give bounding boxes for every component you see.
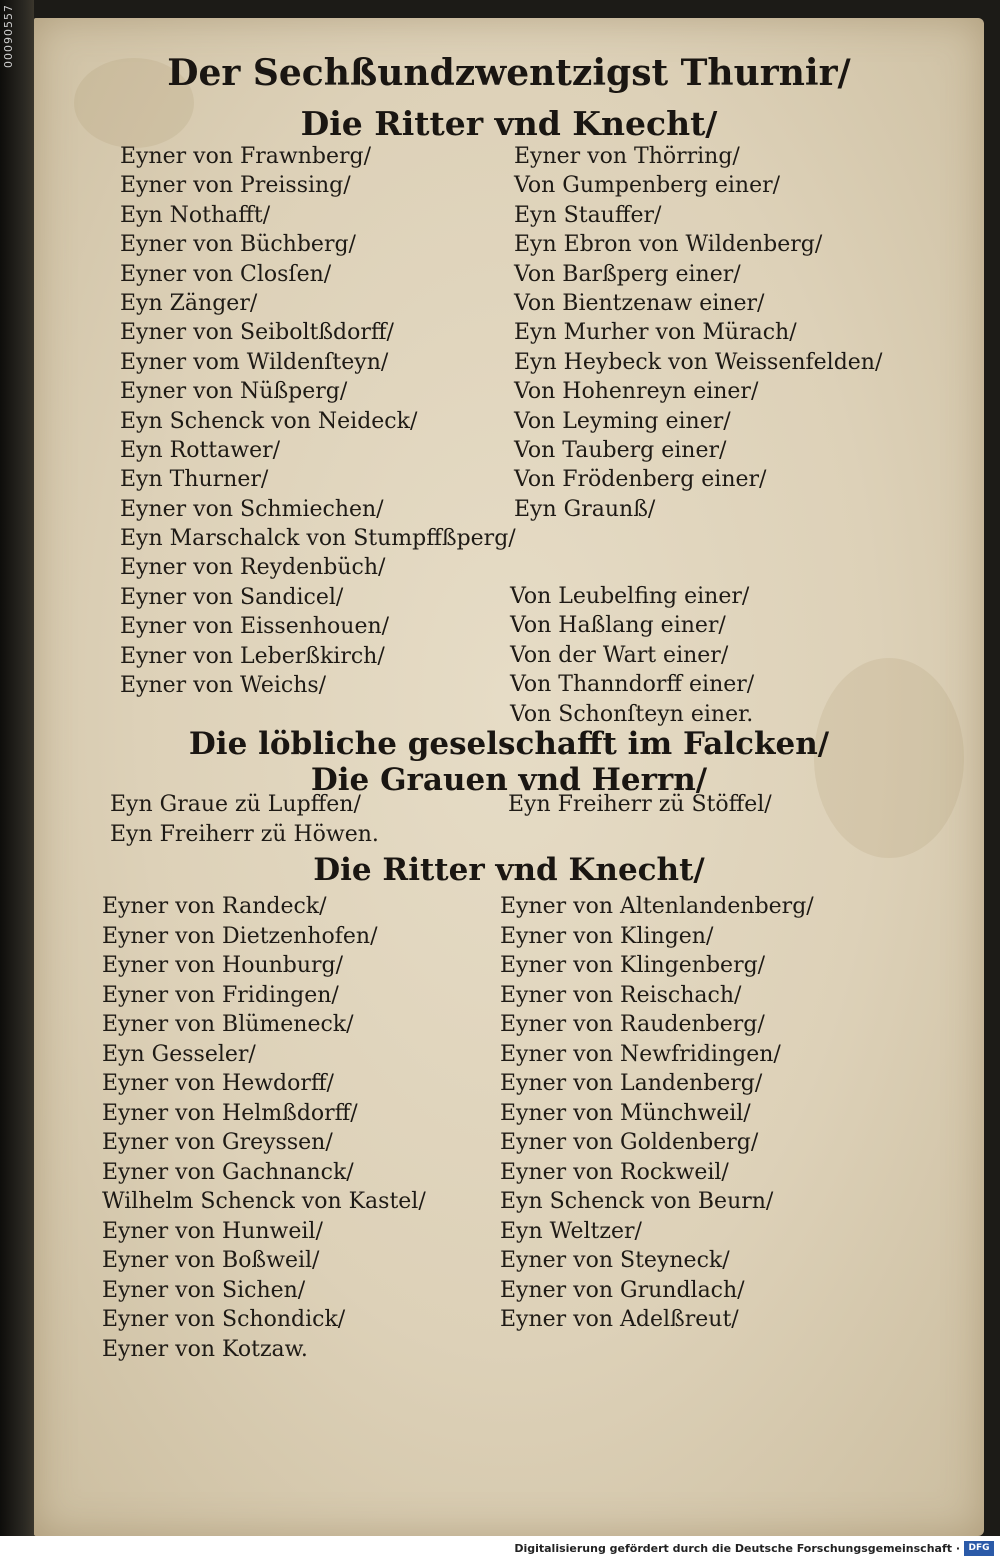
list-item: Eyner von Blümeneck/ <box>102 1012 354 1037</box>
footer-bar <box>0 1536 1000 1562</box>
list-item: Eyner von Klingen/ <box>500 923 714 949</box>
list-item: Eyn Graue zü Lupffen/ <box>110 792 361 817</box>
list-item: Eyn Nothafft/ <box>120 202 271 228</box>
list-item: Eyn Rottawer/ <box>120 437 281 463</box>
list-item: Eyner von Thörring/ <box>514 144 740 169</box>
list-item: Eyner von Sichen/ <box>102 1277 306 1303</box>
list-item: Eyner von Closſen/ <box>120 261 332 287</box>
list-item: Von Barßperg einer/ <box>514 261 741 287</box>
footer-credit: Digitalisierung gefördert durch die Deutsche Forschungsgemeinschaft · <box>514 1542 960 1555</box>
list-item: Eyn Weltzer/ <box>500 1218 642 1244</box>
list-item: Eyn Freiherr zü Stöffel/ <box>508 792 772 817</box>
list-item: Eyn Murher von Mürach/ <box>514 320 797 346</box>
name-list-right-3 <box>500 892 814 1335</box>
list-item: Eyn Zänger/ <box>120 290 258 316</box>
list-item: Eyn Schenck von Beurn/ <box>500 1189 774 1214</box>
list-item: Von Leyming einer/ <box>514 408 731 434</box>
list-item: Von Haßlang einer/ <box>510 613 726 639</box>
dfg-logo-icon[interactable]: DFG <box>964 1541 994 1556</box>
list-item: Eyner von Dietzenhofen/ <box>102 923 378 949</box>
name-list-left-2 <box>102 892 426 1364</box>
list-item: Eyner von Raudenberg/ <box>500 1012 765 1037</box>
list-item: Eyner von Hunweil/ <box>102 1218 323 1244</box>
list-item: Eyner von Adelßreut/ <box>500 1307 739 1332</box>
list-item: Eyn Schenck von Neideck/ <box>120 408 418 434</box>
name-list-grauen-left <box>110 790 379 850</box>
name-list-grauen-right <box>508 790 772 820</box>
list-item: Eyner von Sandicel/ <box>120 584 344 610</box>
list-item: Eyner von Randeck/ <box>102 894 327 919</box>
list-item: Von Bientzenaw einer/ <box>514 290 765 316</box>
list-item: Eyner von Newfridingen/ <box>500 1041 781 1067</box>
list-item: Eyn Freiherr zü Höwen. <box>110 822 379 847</box>
list-item: Eyner von Schondick/ <box>102 1307 346 1332</box>
list-item: Eyn Graunß/ <box>514 496 656 522</box>
section-heading-grauen-herrn: Die Grauen vnd Herrn/ <box>310 762 708 798</box>
list-item: Eyner von Weichs/ <box>120 673 327 699</box>
list-item: Eyner von Klingenberg/ <box>500 953 766 978</box>
name-list-right-2 <box>510 582 754 729</box>
list-item: Eyner von Helmßdorff/ <box>102 1100 358 1126</box>
list-item: Eyner von Schmiechen/ <box>120 496 384 522</box>
list-item: Eyner von Reischach/ <box>500 982 742 1008</box>
list-item: Eyner von Büchberg/ <box>120 232 356 258</box>
list-item: Von Schonſteyn einer. <box>510 701 754 727</box>
list-item: Eyner von Münchweil/ <box>500 1100 751 1126</box>
list-item: Eyn Heybeck von Weissenfelden/ <box>514 349 883 375</box>
list-item: Eyner von Nüßperg/ <box>120 379 348 405</box>
list-item: Eyner von Greyssen/ <box>102 1130 333 1155</box>
list-item: Eyn Gesseler/ <box>102 1041 256 1067</box>
list-item: Eyner von Seiboltßdorff/ <box>120 320 394 346</box>
list-item: Eyner von Hounburg/ <box>102 953 344 978</box>
scan-id: 00090557 <box>2 4 15 68</box>
list-item: Von Frödenberg einer/ <box>514 467 767 493</box>
list-item: Eyner von Fridingen/ <box>102 982 339 1008</box>
list-item: Eyner von Altenlandenberg/ <box>500 894 814 919</box>
list-item: Von der Wart einer/ <box>510 642 729 668</box>
list-item: Eyner von Steyneck/ <box>500 1248 730 1273</box>
page-title: Der Sechßundzwentzigst Thurnir/ <box>167 52 851 94</box>
list-item: Eyner von Frawnberg/ <box>120 144 372 169</box>
book-page <box>34 18 984 1536</box>
list-item: Von Tauberg einer/ <box>514 437 727 463</box>
list-item: Eyn Marschalck von Stumpffßperg/ <box>120 526 516 552</box>
book-spine <box>0 0 34 1562</box>
list-item: Von Hohenreyn einer/ <box>514 379 759 405</box>
list-item: Eyn Stauffer/ <box>514 202 662 228</box>
section-heading-ritter-knecht-2: Die Ritter vnd Knecht/ <box>313 852 705 888</box>
list-item: Eyner von Leberßkirch/ <box>120 643 385 669</box>
list-item: Eyner von Reydenbüch/ <box>120 555 386 581</box>
section-heading-ritter-knecht-1: Die Ritter vnd Knecht/ <box>300 104 718 143</box>
list-item: Eyn Ebron von Wildenberg/ <box>514 232 823 258</box>
list-item: Eyner von Gachnanck/ <box>102 1159 354 1185</box>
list-item: Eyner von Grundlach/ <box>500 1277 745 1303</box>
list-item: Eyner von Goldenberg/ <box>500 1130 759 1155</box>
list-item: Eyner von Boßweil/ <box>102 1248 320 1273</box>
list-item: Eyner von Kotzaw. <box>102 1336 308 1362</box>
list-item: Eyn Thurner/ <box>120 467 269 493</box>
list-item: Eyner von Eissenhouen/ <box>120 614 390 640</box>
name-list-right-1 <box>514 142 882 524</box>
name-list-left-1 <box>120 142 516 700</box>
list-item: Eyner vom Wildenſteyn/ <box>120 349 389 375</box>
section-heading-falcken: Die löbliche geselschafft im Falcken/ <box>188 726 830 762</box>
list-item: Wilhelm Schenck von Kastel/ <box>102 1189 426 1214</box>
list-item: Von Thanndorff einer/ <box>510 672 755 698</box>
list-item: Eyner von Rockweil/ <box>500 1159 729 1185</box>
list-item: Eyner von Preissing/ <box>120 173 351 199</box>
list-item: Eyner von Landenberg/ <box>500 1071 763 1096</box>
list-item: Eyner von Hewdorff/ <box>102 1071 334 1096</box>
list-item: Von Gumpenberg einer/ <box>514 173 781 199</box>
list-item: Von Leubelfing einer/ <box>510 584 750 609</box>
